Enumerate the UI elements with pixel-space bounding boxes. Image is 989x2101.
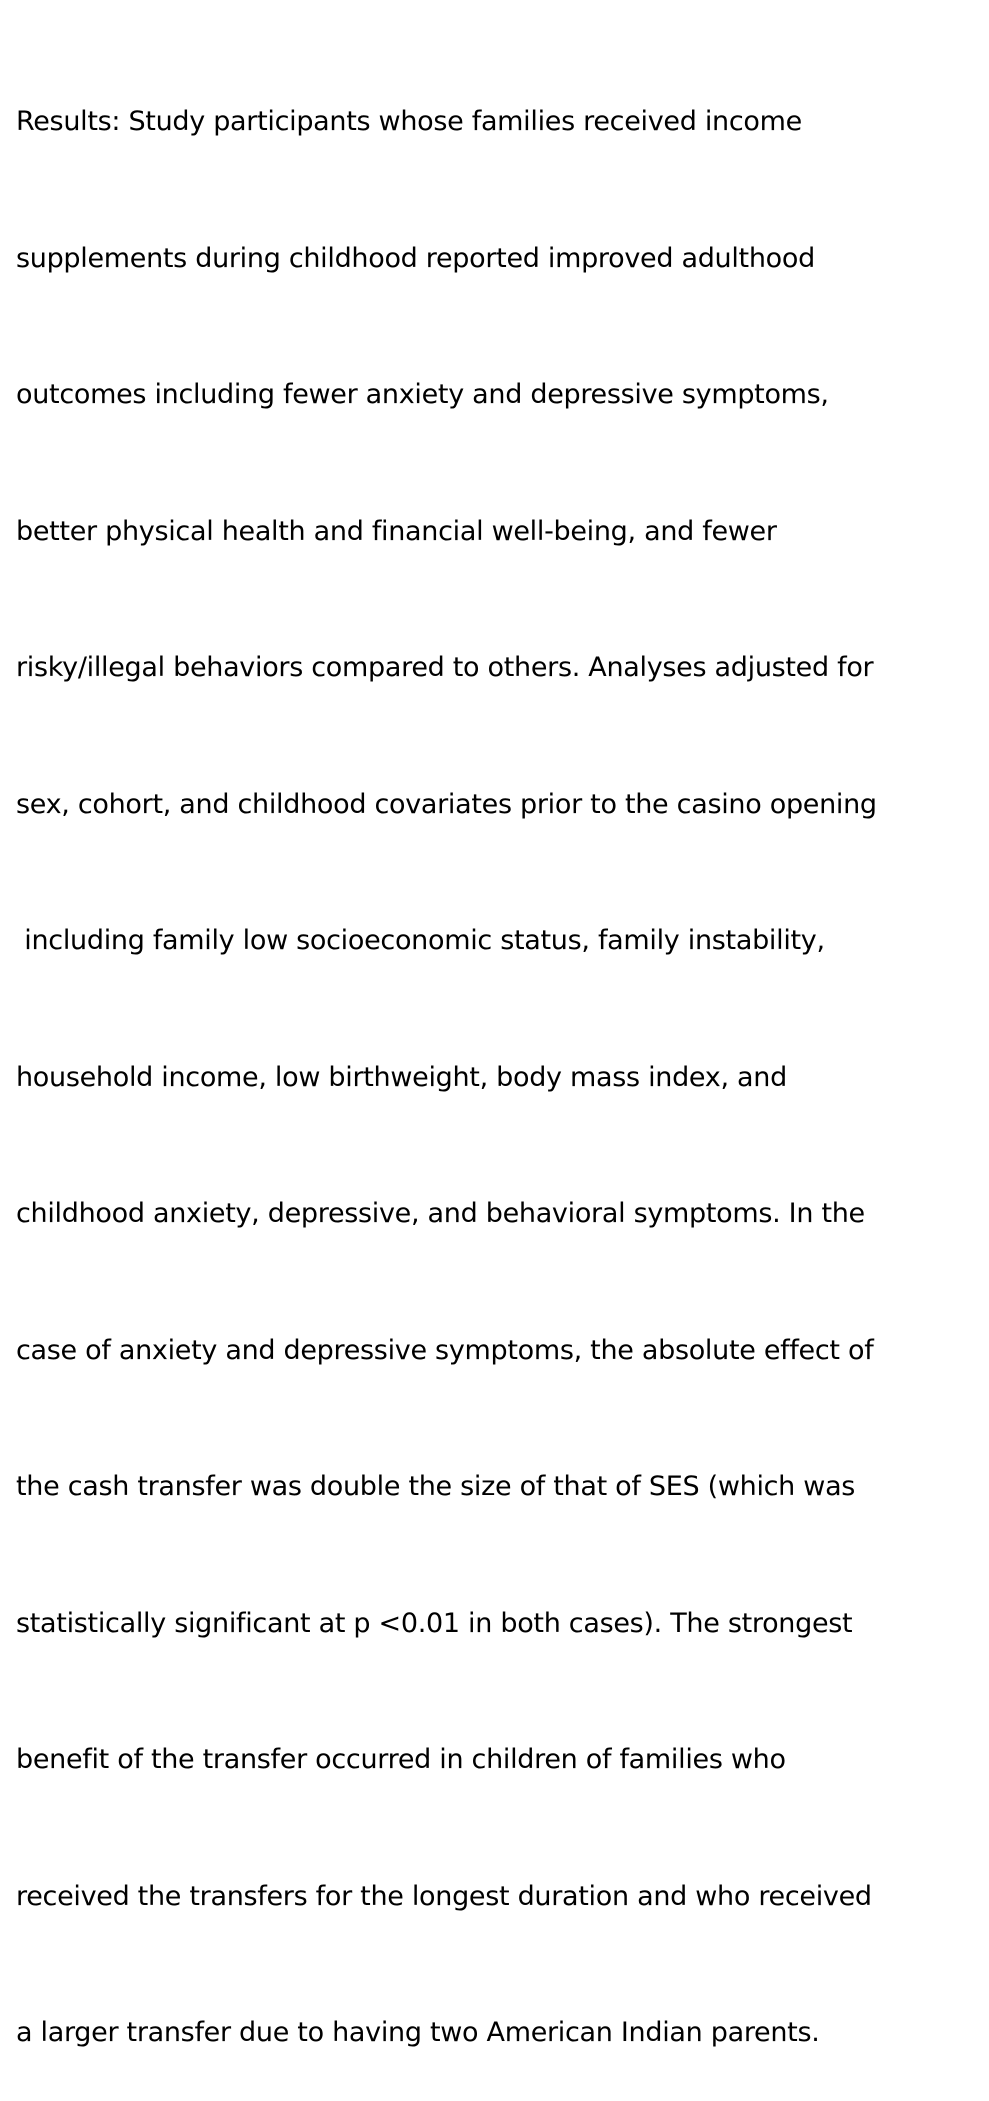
paragraph-line: case of anxiety and depressive symptoms, the absolute effect of bbox=[16, 1334, 874, 1366]
paragraph-line: a larger transfer due to having two American Indian parents. bbox=[16, 2017, 820, 2048]
paragraph-line: outcomes including fewer anxiety and depressive symptoms, bbox=[16, 379, 829, 410]
results-paragraph bbox=[16, 8, 988, 2101]
paragraph-line: benefit of the transfer occurred in children of families who bbox=[16, 1744, 786, 1775]
paragraph-line: statistically significant at p <0.01 in both cases). The strongest bbox=[16, 1607, 853, 1639]
paragraph-line: including family low socioeconomic status, family instability, bbox=[16, 925, 825, 956]
paragraph-line: supplements during childhood reported improved adulthood bbox=[16, 242, 815, 274]
paragraph-line: risky/illegal behaviors compared to others. Analyses adjusted for bbox=[16, 652, 874, 683]
paragraph-line: household income, low birthweight, body mass index, and bbox=[16, 1061, 787, 1093]
paragraph-line: childhood anxiety, depressive, and behavioral symptoms. In the bbox=[16, 1198, 865, 1229]
paragraph-line: the cash transfer was double the size of that of SES (which was bbox=[16, 1471, 856, 1502]
paragraph-line: Results: Study participants whose families received income bbox=[16, 106, 802, 137]
paragraph-line: received the transfers for the longest duration and who received bbox=[16, 1880, 872, 1912]
paragraph-line: sex, cohort, and childhood covariates prior to the casino opening bbox=[16, 788, 877, 820]
paragraph-line: better physical health and financial well-being, and fewer bbox=[16, 515, 777, 547]
